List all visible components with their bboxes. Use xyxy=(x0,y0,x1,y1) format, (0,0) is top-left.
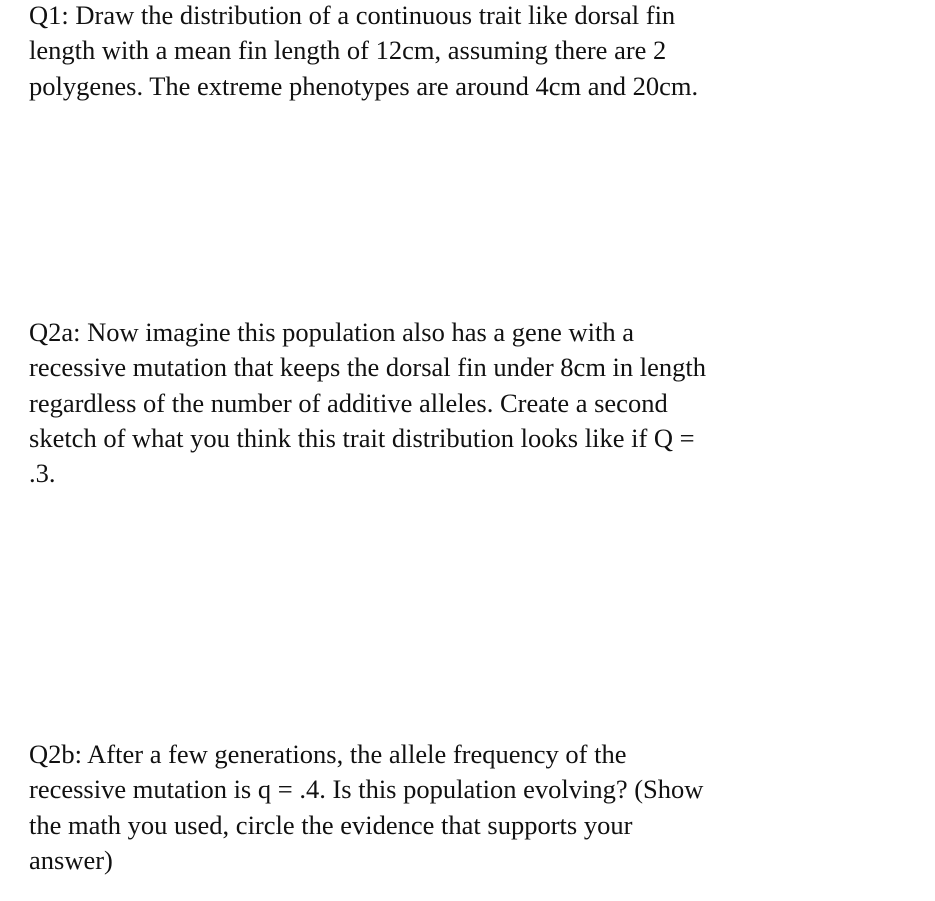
question-line: Q1: Draw the distribution of a continuous trait like dorsal fin xyxy=(29,0,676,30)
question-line: length with a mean fin length of 12cm, assuming there are 2 xyxy=(29,35,667,66)
question-q2b xyxy=(29,737,909,878)
question-line: Q2b: After a few generations, the allele frequency of the xyxy=(29,739,627,769)
question-line: .3. xyxy=(29,458,56,489)
question-line: Q2a: Now imagine this population also has a gene with a xyxy=(29,317,634,347)
question-q2a xyxy=(29,315,909,491)
question-line: the math you used, circle the evidence that supports your xyxy=(29,809,633,840)
question-line: recessive mutation is q = .4. Is this population evolving? (Show xyxy=(29,774,704,805)
question-line: regardless of the number of additive alleles. Create a second xyxy=(29,387,668,418)
question-line: recessive mutation that keeps the dorsal fin under 8cm in length xyxy=(29,352,707,383)
question-line: answer) xyxy=(29,844,113,875)
question-line: polygenes. The extreme phenotypes are around 4cm and 20cm. xyxy=(29,70,699,101)
question-q1 xyxy=(29,0,909,104)
question-line: sketch of what you think this trait distribution looks like if Q = xyxy=(29,422,695,453)
